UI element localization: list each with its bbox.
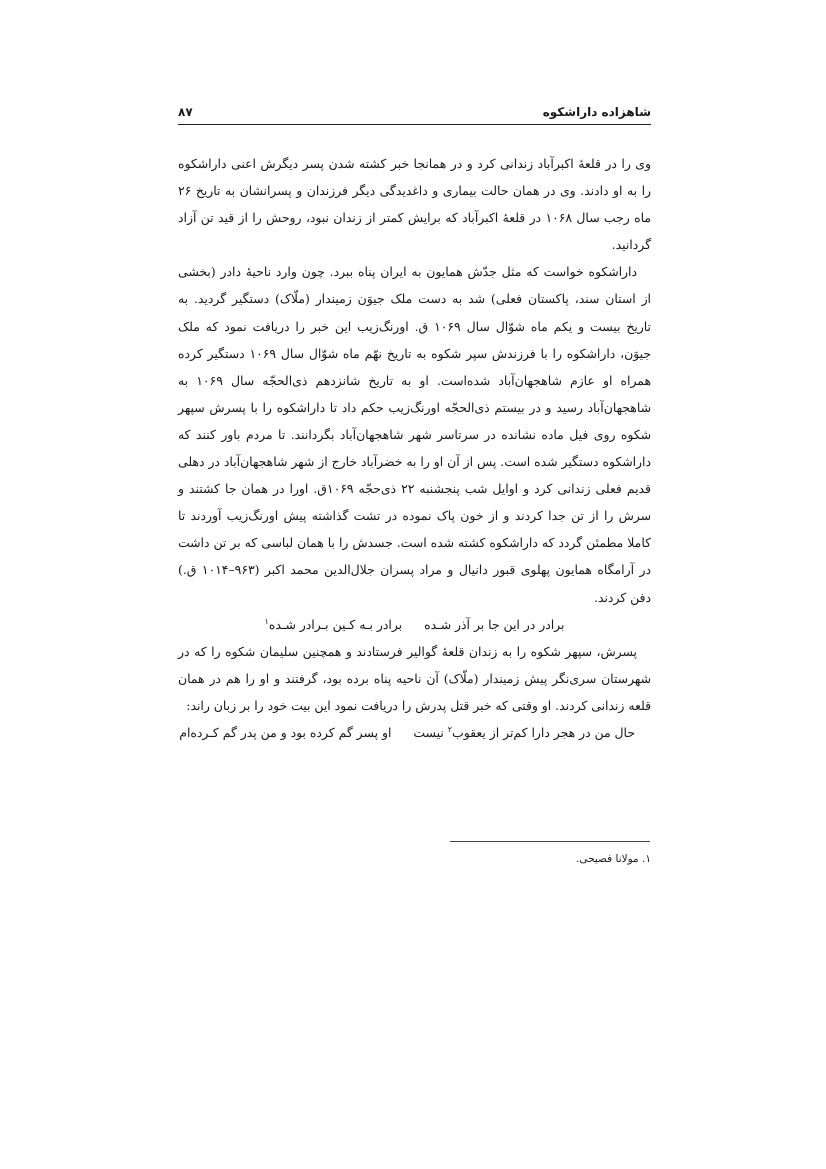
verse-1-hemistich-1: برادر در این جا بر آذر شـده xyxy=(424,616,565,632)
verse-couplet-2 xyxy=(178,719,651,746)
paragraph-3: پسرش، سپهر شکوه را به زندان قلعۀ گوالیر فرستادند و همچنین سلیمان شکوه را که در شهرستان سری‌نگر پیش زمیندار (ملّاک) آن ناحیه پناه برده بود، گرفتند و او را هم در همان قلعه زندانی کردند. او وقتی که خبر قتل پدرش را دریافت نمود این بیت خود را بر زبان راند: xyxy=(178,643,651,713)
verse-1-hemistich-2-wrap xyxy=(265,611,403,638)
running-title: شاهزاده داراشکوه xyxy=(542,105,651,119)
verse-2-hemistich-1-text: حال من در هجر دارا کم‌تر از یعقوب xyxy=(452,724,635,740)
verse-2-hemistich-2: او پسر گم کرده بود و من پدر گم کـرده‌ام xyxy=(179,724,392,740)
body-text xyxy=(178,150,651,746)
footnote-number: ۱. xyxy=(642,853,651,865)
footnote-separator xyxy=(450,841,650,842)
verse-couplet-1 xyxy=(178,611,651,638)
footnote-text: مولانا فصیحی. xyxy=(576,853,639,865)
footnote-1 xyxy=(576,853,651,865)
paragraph-1: وی را در قلعۀ اکبرآباد زندانی کرد و در همانجا خبر کشته شدن پسر دیگرش اعنی داراشکوه را به او دادند. وی در همان حالت بیماری و داغدیدگی دیگر فرزندان و پسرانشان به تاریخ ۲۶ ماه رجب سال ۱۰۶۸ در قلعۀ اکبرآباد که برایش کمتر از زندان نبود، روحش را از قید تن آزاد گردانید. xyxy=(178,156,651,253)
paragraph-2: داراشکوه خواست که مثل جدّش همایون به ایران پناه ببرد. چون وارد ناحیۀ دادر (بخشی از استان سند، پاکستان فعلی) شد به دست ملک جیوَن زمیندار (ملّاک) دستگیر گردید. به تاریخ بیست و یکم ماه شوّال سال ۱۰۶۹ ق. اورنگ‌زیب این خبر را دریافت نمود که ملک جیوَن، داراشکوه را با فرزندش سپر شکوه به تاریخ نهّم ماه شوّال سال ۱۰۶۹ دستگیر کرده همراه او عازم شاهجهان‌آباد شده‌است. او به تاریخ شانزدهم ذی‌الحجّه سال ۱۰۶۹ به شاهجهان‌آباد رسید و در بیستم ذی‌الحجّه اورنگ‌زیب حکم داد تا داراشکوه را با پسرش سپهر شکوه روی فیل ماده نشانده در سرتاسر شهر شاهجهان‌آباد بگردانند. تا مردم باور کنند که داراشکوه دستگیر شده است. پس از آن او را به خضرآباد خارج از شهر شاهجهان‌آباد در دهلی قدیم فعلی زندانی کرد و اوایل شب پنجشنبه ۲۲ ذی‌حجّه ۱۰۶۹ق. اورا در همان جا کشتند و سرش را از تن جدا کردند و از خون پاک نموده در تشت گذاشته پیش اورنگ‌زیب آوردند تا کاملا مطمئن گردد که داراشکوه کشته شده است. جسدش را با همان لباسی که بر تن داشت در آرامگاه همایون پهلوی قبور دانیال و مراد پسران جلال‌الدین محمد اکبر (۹۶۳–۱۰۱۴ ق.) دفن کردند. xyxy=(178,264,652,605)
verse-2-hemistich-1-end: نیست xyxy=(413,724,448,740)
page-number: ۸۷ xyxy=(178,105,193,119)
running-header xyxy=(178,100,651,125)
footnote-ref-1: ۱ xyxy=(264,616,269,626)
footnote-ref-2: ۲ xyxy=(447,724,453,734)
verse-2-hemistich-1 xyxy=(413,719,635,746)
verse-1-hemistich-2: برادر بـه کـین بـرادر شـده xyxy=(268,616,403,632)
